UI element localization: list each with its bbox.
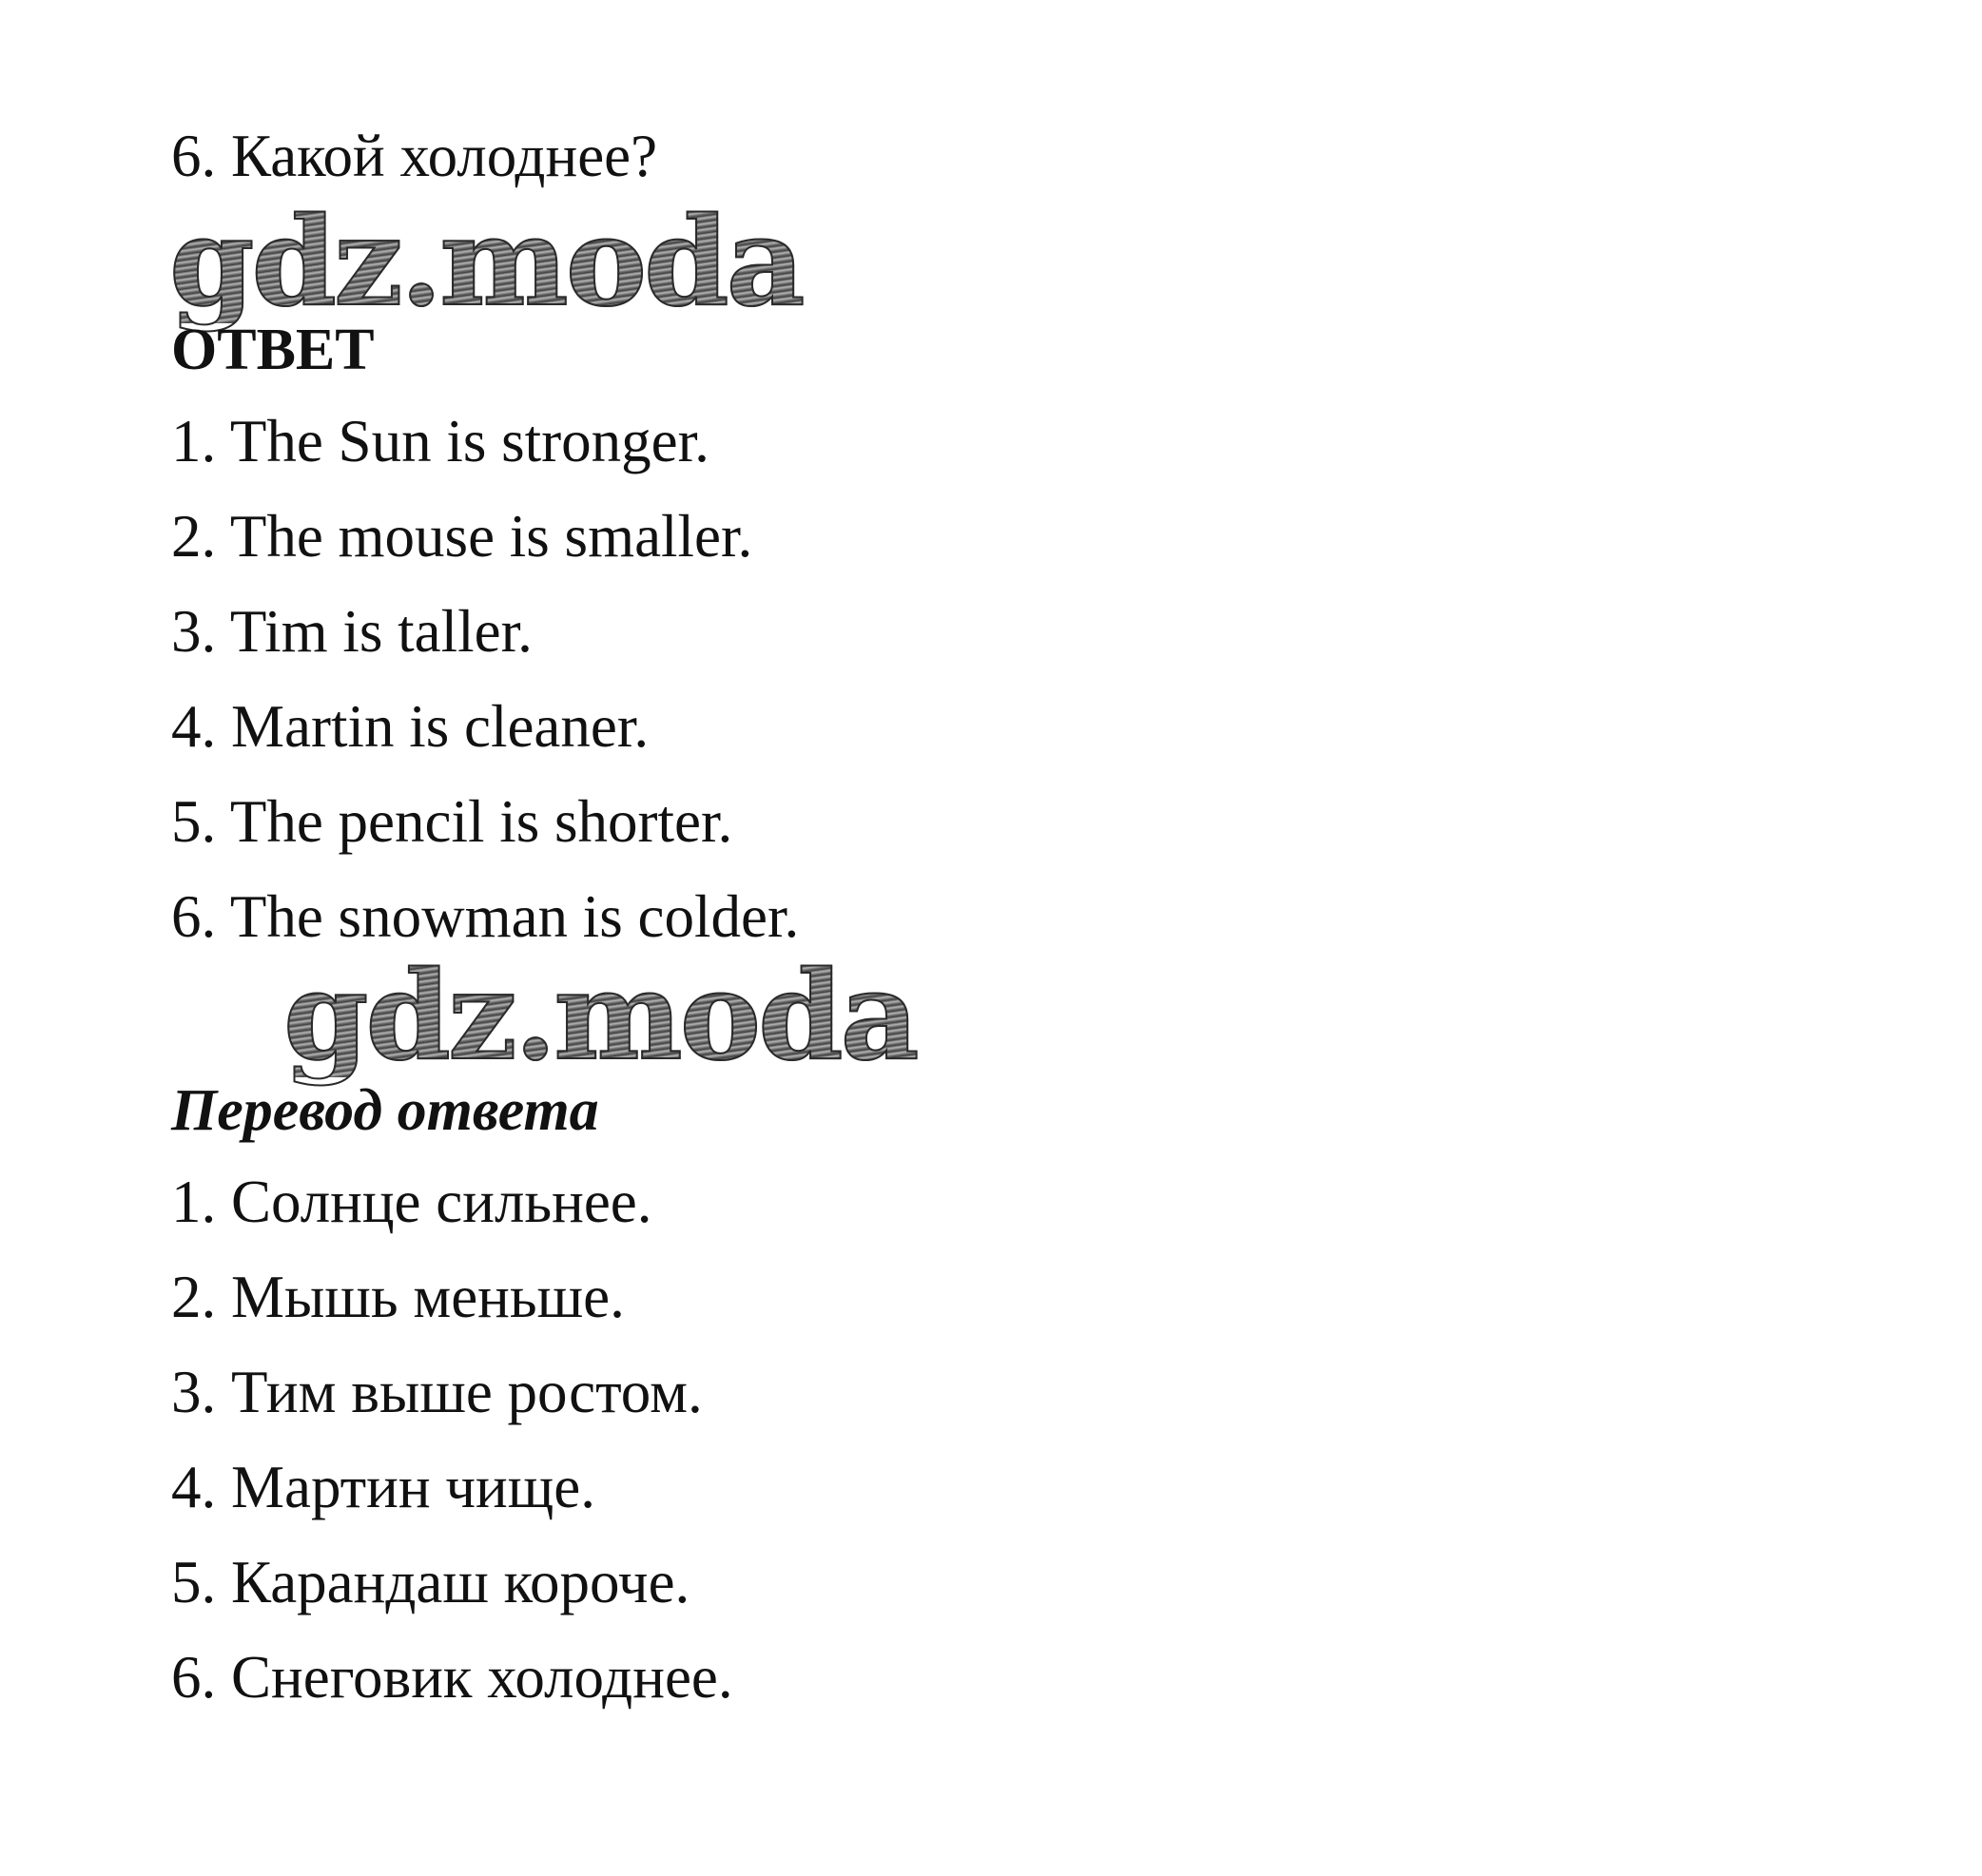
answer-item: 2. The mouse is smaller.	[171, 503, 753, 570]
translation-item: 5. Карандаш короче.	[171, 1549, 690, 1615]
answer-heading: ОТВЕТ	[171, 318, 375, 382]
translation-item: 4. Мартин чище.	[171, 1454, 595, 1520]
answer-item: 4. Martin is cleaner.	[171, 693, 650, 760]
watermark-logo: gdz.moda	[283, 945, 917, 1088]
answer-item: 3. Tim is taller.	[171, 598, 533, 665]
answer-item: 1. The Sun is stronger.	[171, 408, 709, 474]
translation-item: 6. Снеговик холоднее.	[171, 1644, 733, 1711]
watermark-logo: gdz.moda	[169, 191, 803, 334]
translation-heading: Перевод ответа	[171, 1078, 599, 1143]
translation-item: 3. Тим выше ростом.	[171, 1359, 703, 1425]
answer-item: 6. The snowman is colder.	[171, 883, 800, 950]
answer-item: 5. The pencil is shorter.	[171, 788, 733, 855]
translation-item: 1. Солнце сильнее.	[171, 1169, 652, 1235]
question-text: 6. Какой холоднее?	[171, 123, 658, 189]
translation-item: 2. Мышь меньше.	[171, 1264, 625, 1330]
